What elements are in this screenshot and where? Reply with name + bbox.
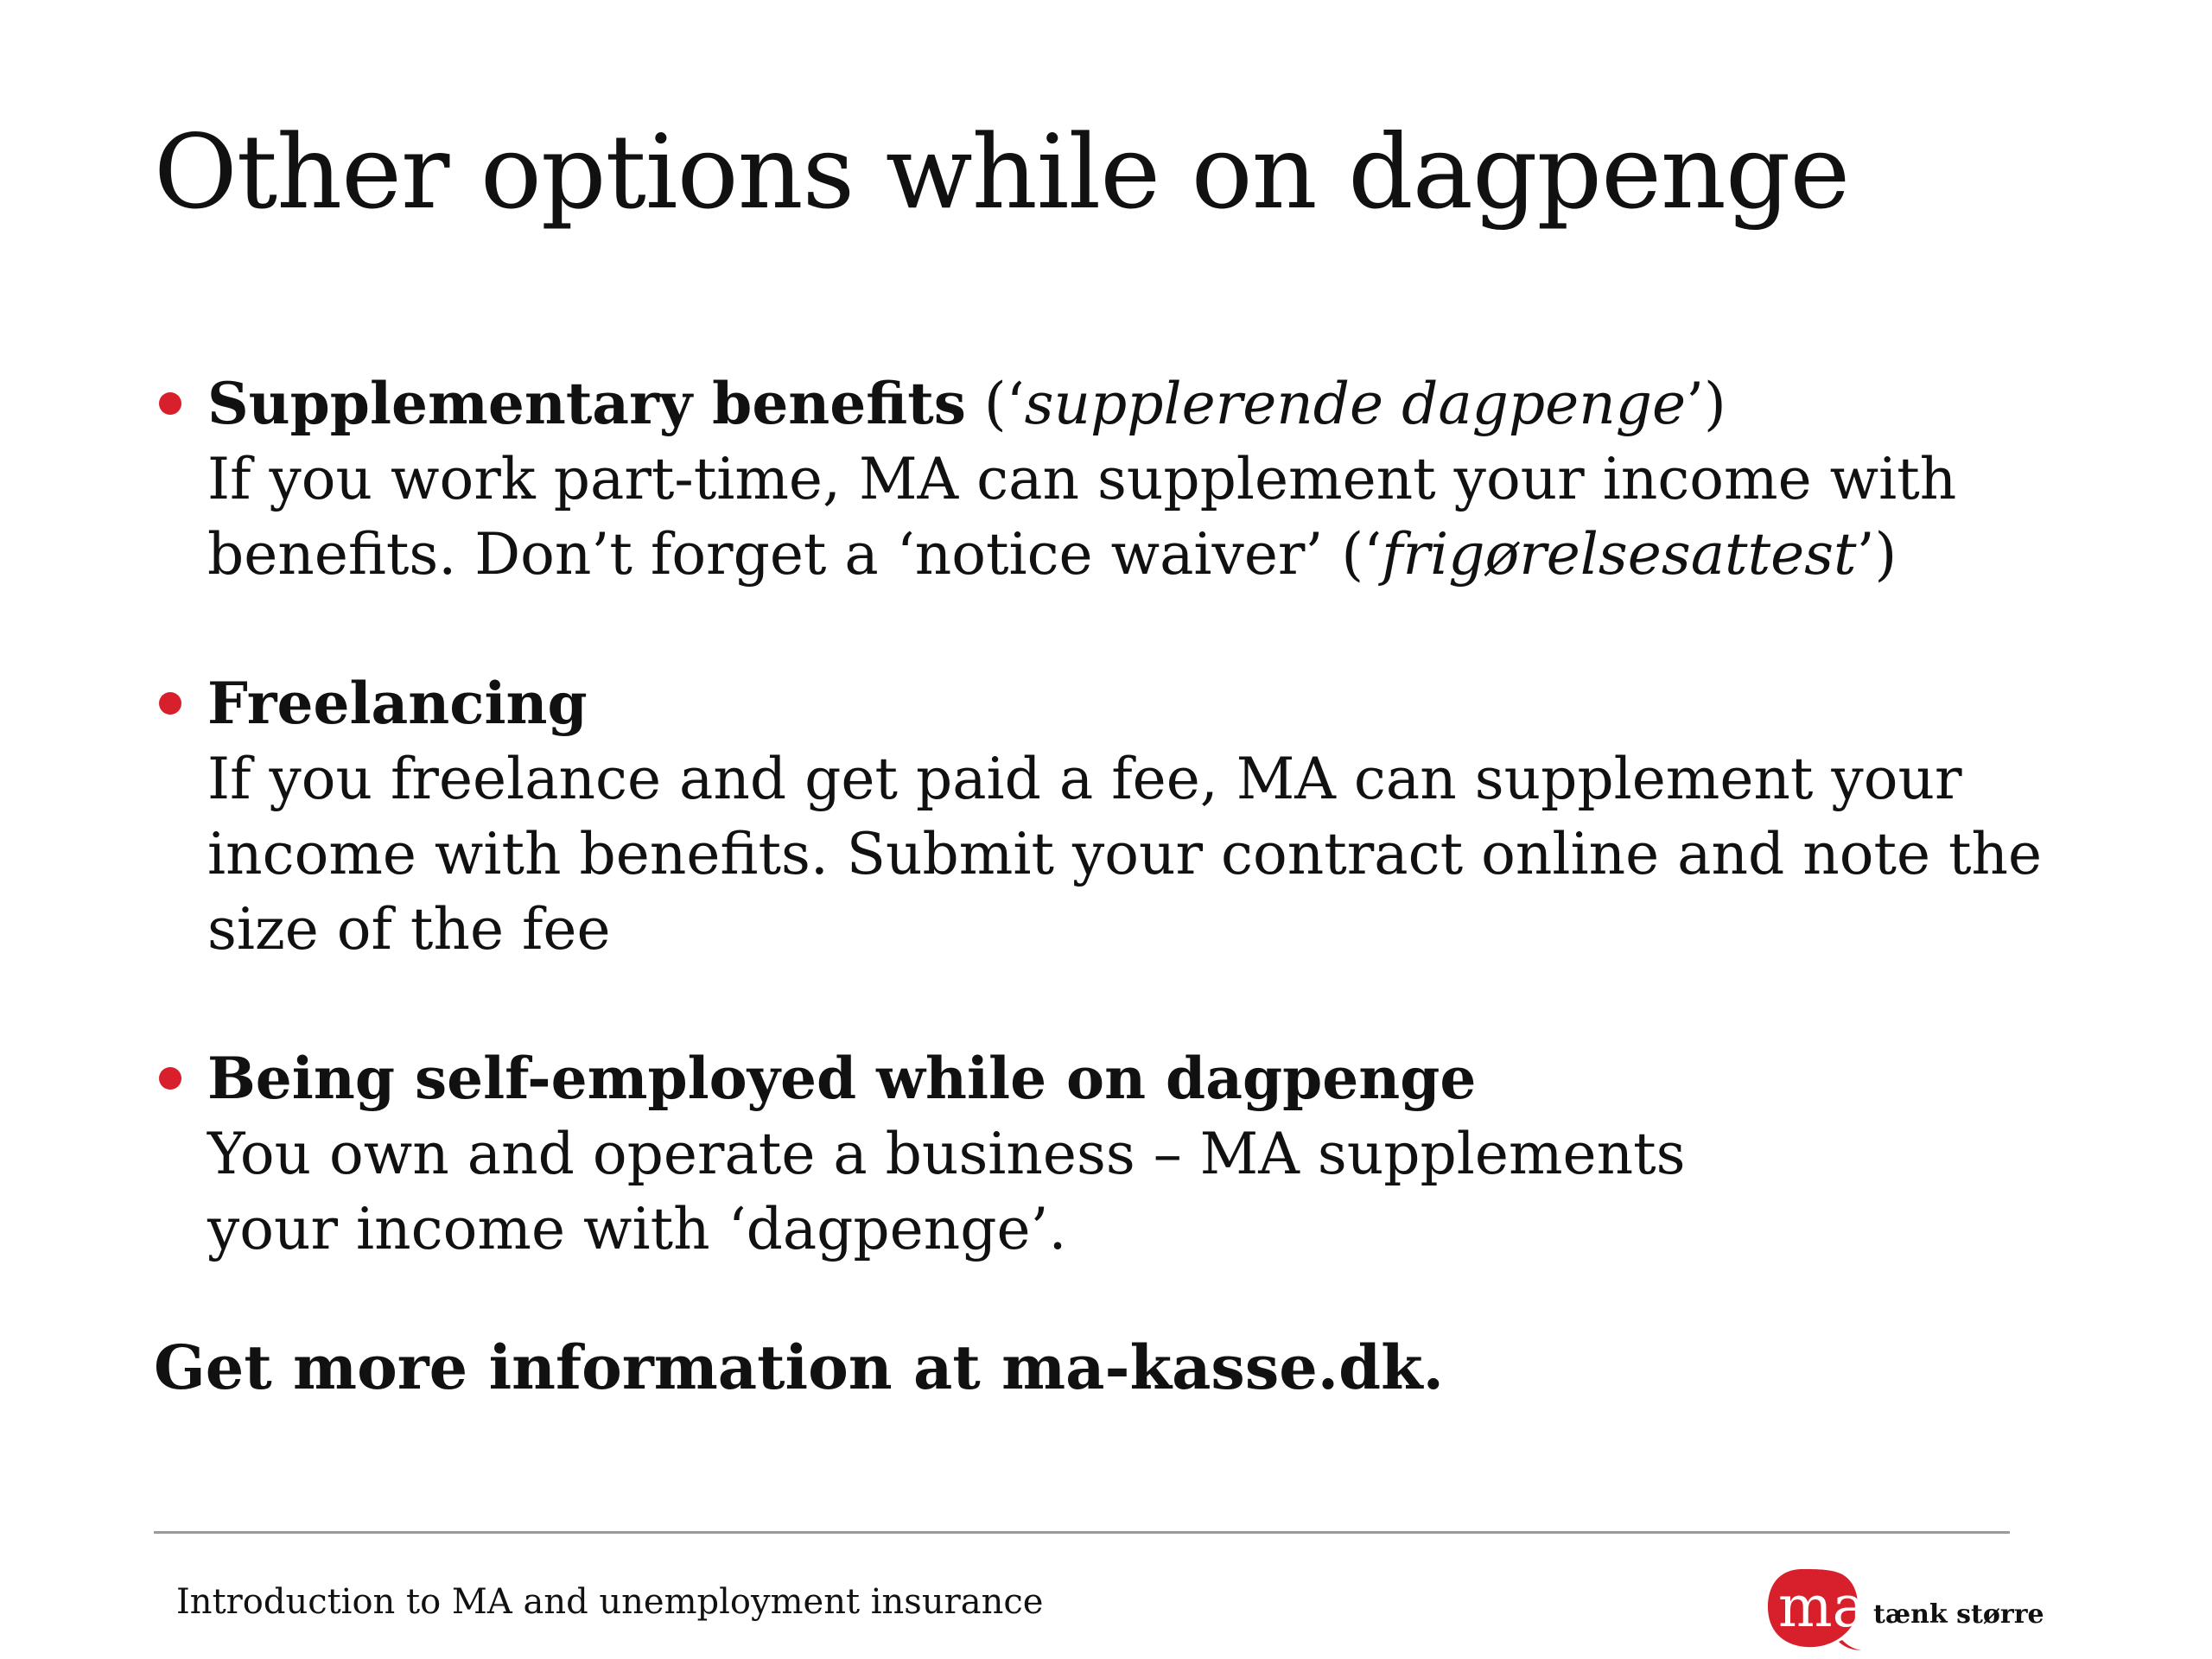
footer-caption: Introduction to MA and unemployment insurance [176,1582,1044,1622]
bullet-self-employed [154,1041,1968,1267]
bullet-description-text: ’) [1856,521,1897,588]
call-to-action: Get more information at ma-kasse.dk. [154,1332,1444,1403]
ma-logo [1768,1567,2044,1654]
footer-divider [154,1531,2010,1534]
bullet-description-line: If you freelance and get paid a fee, MA can supplement your [207,746,1962,812]
bullet-dot-icon [159,1067,181,1090]
bullet-heading: Being self-employed while on dagpenge [207,1045,1477,1112]
bullet-dot-icon [159,392,181,415]
bullet-description-line: your income with ‘dagpenge’. [207,1196,1067,1262]
bullet-description-line: You own and operate a business – MA supplements [207,1121,1686,1187]
bullet-description-line: If you work part-time, MA can supplement your income with [207,446,1957,512]
bullet-description-line [207,517,1968,592]
ma-logo-icon [1768,1567,2044,1654]
bullet-description-italic: frigørelsesattest [1382,521,1857,588]
bullet-description-text: benefits. Don’t forget a ‘notice waiver’ (‘ [207,521,1382,588]
bullet-supplementary-benefits [154,366,1968,592]
bullet-heading-paren-open: (‘ [965,371,1025,437]
logo-tagline-text: tænk større [1873,1599,2044,1630]
logo-mark-text: ma [1778,1573,1866,1640]
bullet-freelancing [154,666,2043,967]
bullet-heading: Freelancing [207,670,588,737]
bullet-dot-icon [159,692,181,715]
bullet-description-line: income with benefits. Submit your contract online and note the [207,821,2043,887]
bullet-heading-bold: Supplementary benefits [207,370,966,437]
bullet-heading [207,366,1968,442]
bullet-heading-italic: supplerende dagpenge [1024,371,1687,437]
slide-title: Other options while on dagpenge [154,112,1850,232]
bullet-description-line: size of the fee [207,896,611,963]
bullet-heading-paren-close: ’) [1686,371,1726,437]
